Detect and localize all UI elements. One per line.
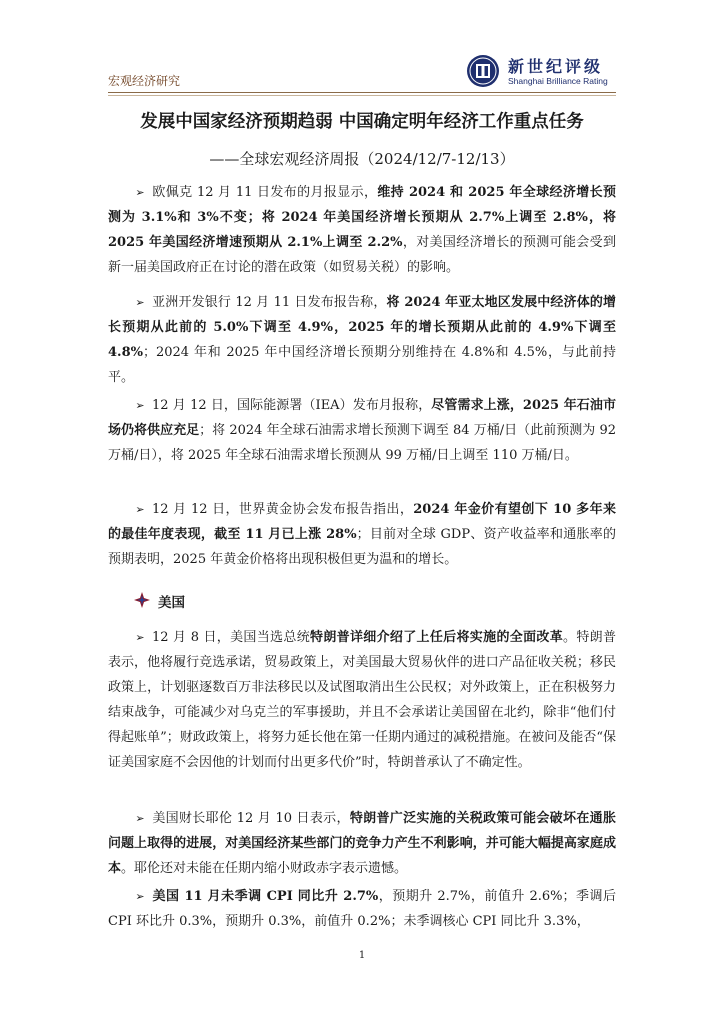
paragraph-yellen: ➢ 美国财长耶伦 12 月 10 日表示，特朗普广泛实施的关税政策可能会破坏在通胀问题上取得的进展，对美国经济某些部门的竞争力产生不利影响，并可能大幅提高家庭成本。耶伦还对未能在任期内缩小财政赤字表示遗憾。 xyxy=(108,806,616,881)
header-divider xyxy=(108,92,616,93)
company-logo xyxy=(466,52,616,90)
bullet-arrow-icon: ➢ xyxy=(135,812,145,825)
header-divider-secondary xyxy=(108,95,616,96)
paragraph-opec: ➢ 欧佩克 12 月 11 日发布的月报显示，维持 2024 和 2025 年全球经济增长预测为 3.1%和 3%不变；将 2024 年美国经济增长预期从 2.7%上调至 2.8%，将 2025 年美国经济增速预期从 2.1%上调至 2.2%，对美国经济增长的预测可能会受到新一届美国政府正在讨论的潜在政策（如贸易关税）的影响。 xyxy=(108,180,616,280)
bullet-arrow-icon: ➢ xyxy=(135,631,145,644)
bullet-arrow-icon: ➢ xyxy=(135,890,145,903)
bullet-arrow-icon: ➢ xyxy=(135,503,145,516)
logo-chinese-name: 新世纪评级 xyxy=(508,57,604,76)
page-header xyxy=(108,52,616,92)
paragraph-gold-council: ➢ 12 月 12 日，世界黄金协会发布报告指出，2024 年金价有望创下 10 多年来的最佳年度表现，截至 11 月已上涨 28%；目前对全球 GDP、资产收益率和通胀率的预期表明，2025 年黄金价格将出现积极但更为温和的增长。 xyxy=(108,497,616,572)
paragraph-trump-reform: ➢ 12 月 8 日，美国当选总统特朗普详细介绍了上任后将实施的全面改革。特朗普表示，他将履行竞选承诺，贸易政策上，对美国最大贸易伙伴的进口产品征收关税；移民政策上，计划驱逐数百万非法移民以及试图取消出生公民权；对外政策上，正在积极努力结束战争，可能减少对乌克兰的军事援助，并且不会承诺让美国留在北约，除非“他们付得起账单”；财政政策上，将努力延长他在第一任期内通过的减税措施。在被问及能否“保证美国家庭不会因他的计划而付出更多代价”时，特朗普承认了不确定性。 xyxy=(108,625,616,775)
rating-logo-icon xyxy=(466,54,500,88)
bullet-arrow-icon: ➢ xyxy=(135,186,145,199)
bullet-arrow-icon: ➢ xyxy=(135,296,145,309)
page-number: 1 xyxy=(358,950,366,961)
bullet-arrow-icon: ➢ xyxy=(135,399,145,412)
paragraph-us-cpi: ➢ 美国 11 月未季调 CPI 同比升 2.7%，预期升 2.7%，前值升 2.6%；季调后 CPI 环比升 0.3%，预期升 0.3%，前值升 0.2%；未季调核心 CPI 同比升 3.3%， xyxy=(108,884,616,934)
paragraph-iea: ➢ 12 月 12 日，国际能源署（IEA）发布月报称，尽管需求上涨，2025 年石油市场仍将供应充足；将 2024 年全球石油需求增长预测下调至 84 万桶/日（此前预测为 92 万桶/日），将 2025 年全球石油需求增长预测从 99 万桶/日上调至 110 万桶/日。 xyxy=(108,393,616,468)
logo-english-name: Shanghai Brilliance Rating xyxy=(508,76,608,86)
document-title: 发展中国家经济预期趋弱 中国确定明年经济工作重点任务 xyxy=(140,112,584,132)
paragraph-adb: ➢ 亚洲开发银行 12 月 11 日发布报告称，将 2024 年亚太地区发展中经济体的增长预期从此前的 5.0%下调至 4.9%，2025 年的增长预期从此前的 4.9%下调至 4.8%；2024 年和 2025 年中国经济增长预期分别维持在 4.8%和 4.5%，与此前持平。 xyxy=(108,290,616,390)
section-label: 美国 xyxy=(158,595,185,611)
section-marker-icon xyxy=(134,592,150,608)
header-section-label: 宏观经济研究 xyxy=(108,74,181,88)
document-subtitle: ——全球宏观经济周报（2024/12/7-12/13） xyxy=(209,150,515,168)
